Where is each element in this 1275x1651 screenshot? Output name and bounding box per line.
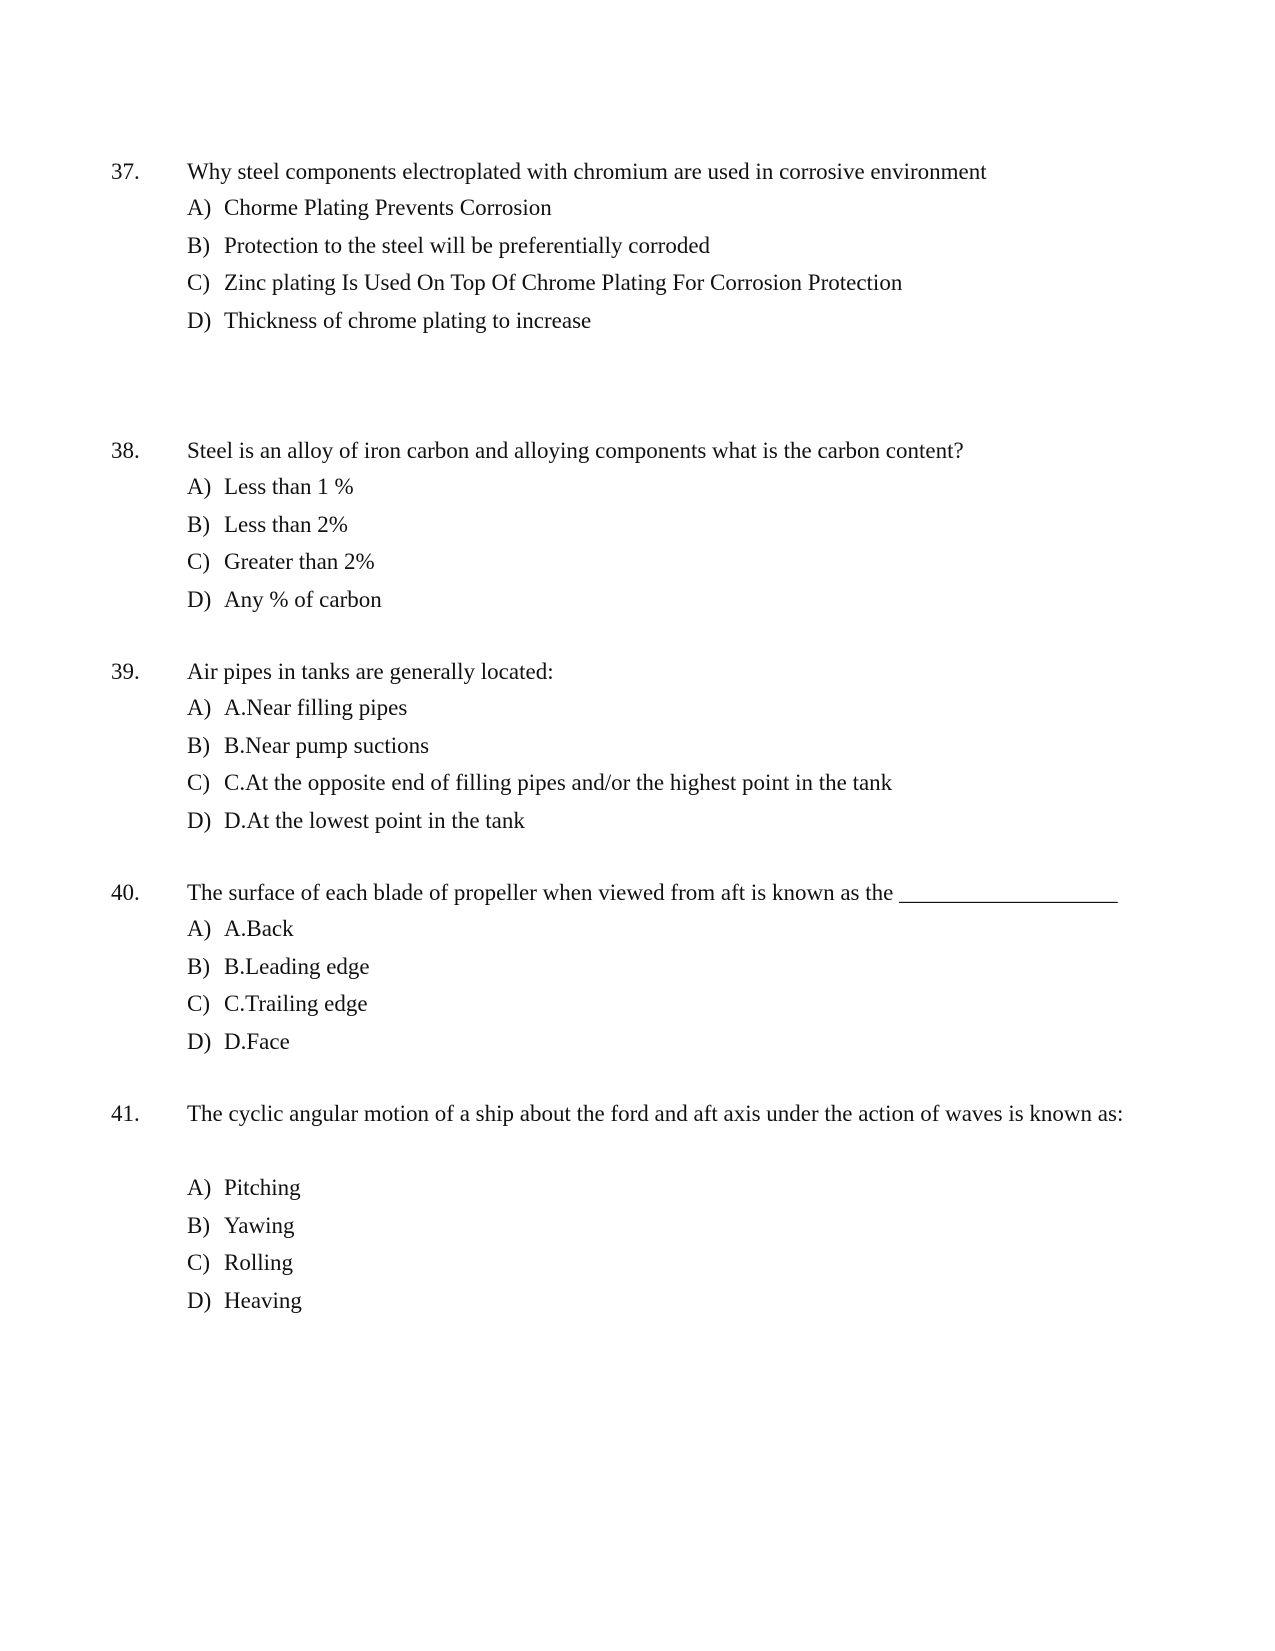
option-a [187,1169,302,1207]
option-c [187,264,902,302]
option-a [187,910,370,948]
option-list [187,1169,302,1319]
option-b [187,227,902,265]
option-d [187,802,892,840]
option-d [187,302,902,340]
option-b [187,1207,302,1245]
option-text: Zinc plating Is Used On Top Of Chrome Plating For Corrosion Protection [224,270,903,295]
option-text: Heaving [224,1287,302,1313]
option-letter: D) [187,1287,212,1313]
option-letter: B) [187,732,210,758]
option-a [187,689,892,727]
question-number: 39. [111,659,140,684]
option-letter: D) [187,586,212,612]
option-text: D.At the lowest point in the tank [224,807,525,833]
question-number: 37. [111,159,140,184]
option-c [187,985,370,1023]
option-letter: D) [187,1028,212,1054]
option-text: Any % of carbon [224,586,382,612]
question-number: 41. [111,1101,140,1126]
question-text: The surface of each blade of propeller when viewed from aft is known as the ___________________ [187,880,1118,905]
option-list [187,689,892,839]
option-c [187,1244,302,1282]
option-letter: A) [187,695,212,720]
option-list [187,910,370,1060]
option-text: Pitching [224,1175,301,1200]
option-letter: A) [187,195,212,220]
option-letter: B) [187,232,210,258]
question-text: Air pipes in tanks are generally located: [187,659,554,684]
option-letter: B) [187,1212,210,1238]
option-a [187,468,382,506]
option-d [187,1282,302,1320]
option-text: B.Near pump suctions [224,732,430,758]
option-c [187,543,382,581]
question-text: Why steel components electroplated with chromium are used in corrosive environment [187,159,987,184]
option-c [187,764,892,802]
option-text: Less than 2% [224,511,348,537]
option-text: Chorme Plating Prevents Corrosion [224,195,552,220]
option-d [187,1023,370,1061]
option-b [187,506,382,544]
option-text: Rolling [224,1250,294,1275]
option-text: B.Leading edge [224,953,370,979]
option-text: Less than 1 % [224,474,354,499]
option-list [187,189,902,339]
option-text: Yawing [224,1212,295,1238]
option-letter: A) [187,474,212,499]
option-letter: B) [187,953,210,979]
option-text: A.Near filling pipes [224,695,408,720]
option-list [187,468,382,618]
option-letter: D) [187,807,212,833]
option-letter: D) [187,307,212,333]
option-text: C.At the opposite end of filling pipes and/or the highest point in the tank [224,770,893,795]
question-text: Steel is an alloy of iron carbon and alloying components what is the carbon content? [187,438,964,463]
option-letter: C) [187,770,210,795]
option-text: Greater than 2% [224,549,375,574]
option-d [187,581,382,619]
option-letter: A) [187,916,212,941]
option-letter: C) [187,270,210,295]
option-letter: C) [187,1250,210,1275]
option-letter: C) [187,549,210,574]
question-number: 40. [111,880,140,905]
option-b [187,727,892,765]
option-letter: A) [187,1175,212,1200]
option-text: D.Face [224,1028,290,1054]
option-a [187,189,902,227]
question-text: The cyclic angular motion of a ship about the ford and aft axis under the action of waves is known as: [187,1101,1124,1126]
option-letter: B) [187,511,210,537]
option-letter: C) [187,991,210,1016]
question-number: 38. [111,438,140,463]
option-b [187,948,370,986]
option-text: Thickness of chrome plating to increase [224,307,592,333]
option-text: A.Back [224,916,294,941]
option-text: Protection to the steel will be preferentially corroded [224,232,711,258]
option-text: C.Trailing edge [224,991,368,1016]
